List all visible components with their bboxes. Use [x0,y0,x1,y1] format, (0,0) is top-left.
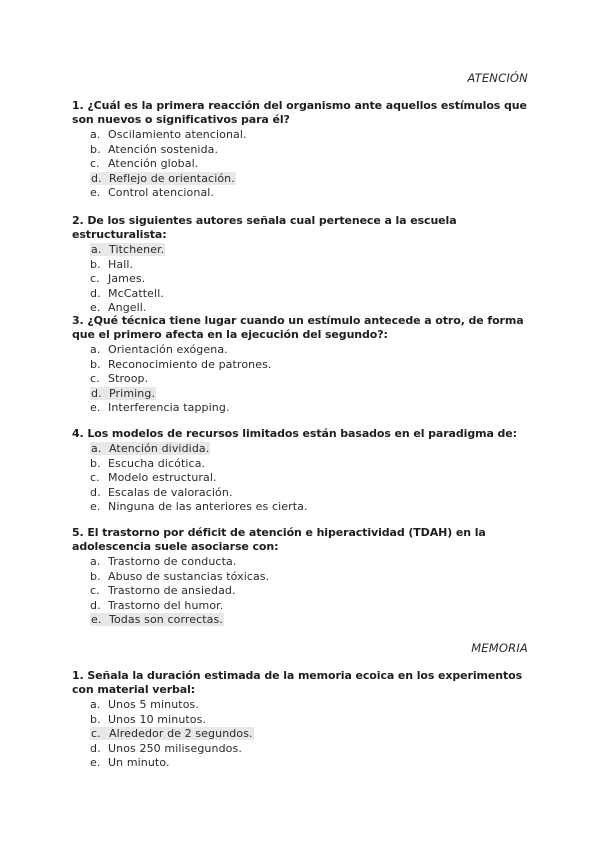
answer-highlight [90,613,224,626]
option-letter: a. [90,698,101,711]
option-item [90,742,534,757]
option-text: Ninguna de las anteriores es cierta. [108,500,308,513]
question-block [72,669,534,771]
option-item [90,358,534,373]
option-text: Modelo estructural. [108,471,217,484]
question-text: 4. Los modelos de recursos limitados están basados en el paradigma de: [72,427,517,440]
answer-highlight [90,243,165,256]
option-item [90,471,534,486]
option-text: McCattell. [108,286,164,300]
answer-highlight [90,442,210,455]
option-item-highlighted [90,387,534,402]
option-text: Trastorno del humor. [108,598,224,612]
answer-highlight [90,387,156,400]
option-letter: a. [90,555,101,568]
option-list [72,442,534,515]
option-text: Reflejo de orientación. [109,171,235,185]
option-item [90,372,534,387]
option-list [72,243,534,316]
option-item [90,698,534,713]
question-text: 1. Señala la duración estimada de la memoria ecoica en los experimentos con material verbal: [72,669,523,696]
option-text: Unos 250 milisegundos. [108,741,242,755]
question-block [72,314,534,416]
option-item [90,143,534,158]
option-letter: d. [90,741,101,755]
option-text: Trastorno de ansiedad. [108,584,236,597]
option-list [72,343,534,416]
option-letter: d. [91,171,102,185]
option-item-highlighted [90,727,534,742]
question-text: 2. De los siguientes autores señala cual pertenece a la escuela estructuralista: [72,214,457,241]
option-letter: c. [90,584,100,597]
option-letter: d. [90,598,101,612]
question-block [72,427,534,515]
option-item-highlighted [90,172,534,187]
option-text: Atención sostenida. [108,142,219,156]
option-item [90,186,534,201]
answer-highlight [90,727,254,740]
option-text: Unos 5 minutos. [108,698,199,711]
option-text: Orientación exógena. [108,343,228,356]
option-letter: e. [90,301,101,314]
option-letter: b. [90,712,101,726]
option-letter: d. [90,485,101,499]
option-letter: a. [90,128,101,141]
option-text: Atención dividida. [109,442,210,455]
option-letter: e. [90,186,101,199]
option-text: Unos 10 minutos. [108,712,207,726]
option-letter: d. [91,386,102,400]
option-item [90,756,534,771]
question-block [72,214,534,316]
answer-highlight [90,172,236,185]
option-text: Todas son correctas. [109,613,223,626]
option-item [90,157,534,172]
question-text: 5. El trastorno por déficit de atención e hiperactividad (TDAH) en la adolescencia suele asociarse con: [72,526,486,553]
question-text: 3. ¿Qué técnica tiene lugar cuando un estímulo antecede a otro, de forma que el primero afecta en la ejecución del segundo?: [72,314,524,341]
option-list [72,128,534,201]
option-letter: c. [90,372,100,385]
option-letter: b. [90,257,101,271]
option-item [90,457,534,472]
option-text: Abuso de sustancias tóxicas. [108,569,270,583]
option-letter: e. [90,500,101,513]
section-title-atencion: ATENCIÓN [467,71,528,85]
option-text: Oscilamiento atencional. [108,128,247,141]
option-text: Escalas de valoración. [108,485,233,499]
option-text: Control atencional. [108,186,215,199]
option-text: Trastorno de conducta. [108,555,237,568]
option-letter: e. [90,401,101,414]
option-text: Stroop. [108,372,149,385]
option-item [90,128,534,143]
option-item [90,570,534,585]
option-list [72,698,534,771]
option-letter: c. [90,272,100,285]
option-item [90,584,534,599]
section-title-memoria: MEMORIA [471,641,528,655]
option-text: Atención global. [108,157,199,170]
option-item [90,287,534,302]
option-text: Titchener. [109,243,165,256]
option-item [90,713,534,728]
option-letter: a. [91,442,102,455]
option-letter: a. [90,343,101,356]
option-item [90,272,534,287]
option-list [72,555,534,628]
question-block [72,526,534,628]
option-item [90,486,534,501]
option-text: Angell. [108,301,147,314]
option-item [90,343,534,358]
option-text: Priming. [109,386,156,400]
question-text: 1. ¿Cuál es la primera reacción del organismo ante aquellos estímulos que son nuevos o significativos para él? [72,99,527,126]
option-item [90,401,534,416]
option-letter: d. [90,286,101,300]
option-item [90,599,534,614]
option-text: Alrededor de 2 segundos. [109,727,253,740]
option-letter: b. [90,142,101,156]
option-text: James. [108,272,146,285]
option-letter: c. [90,471,100,484]
option-item-highlighted [90,613,534,628]
option-letter: c. [91,727,101,740]
option-item [90,555,534,570]
option-item-highlighted [90,442,534,457]
option-letter: c. [90,157,100,170]
option-text: Un minuto. [108,756,170,769]
option-text: Reconocimiento de patrones. [108,357,272,371]
option-text: Escucha dicótica. [108,456,206,470]
question-block [72,99,534,201]
option-letter: e. [90,756,101,769]
option-letter: a. [91,243,102,256]
option-item [90,258,534,273]
option-text: Hall. [108,257,134,271]
option-letter: b. [90,357,101,371]
option-letter: e. [91,613,102,626]
option-letter: b. [90,456,101,470]
option-text: Interferencia tapping. [108,401,230,414]
option-letter: b. [90,569,101,583]
option-item-highlighted [90,243,534,258]
option-item [90,500,534,515]
